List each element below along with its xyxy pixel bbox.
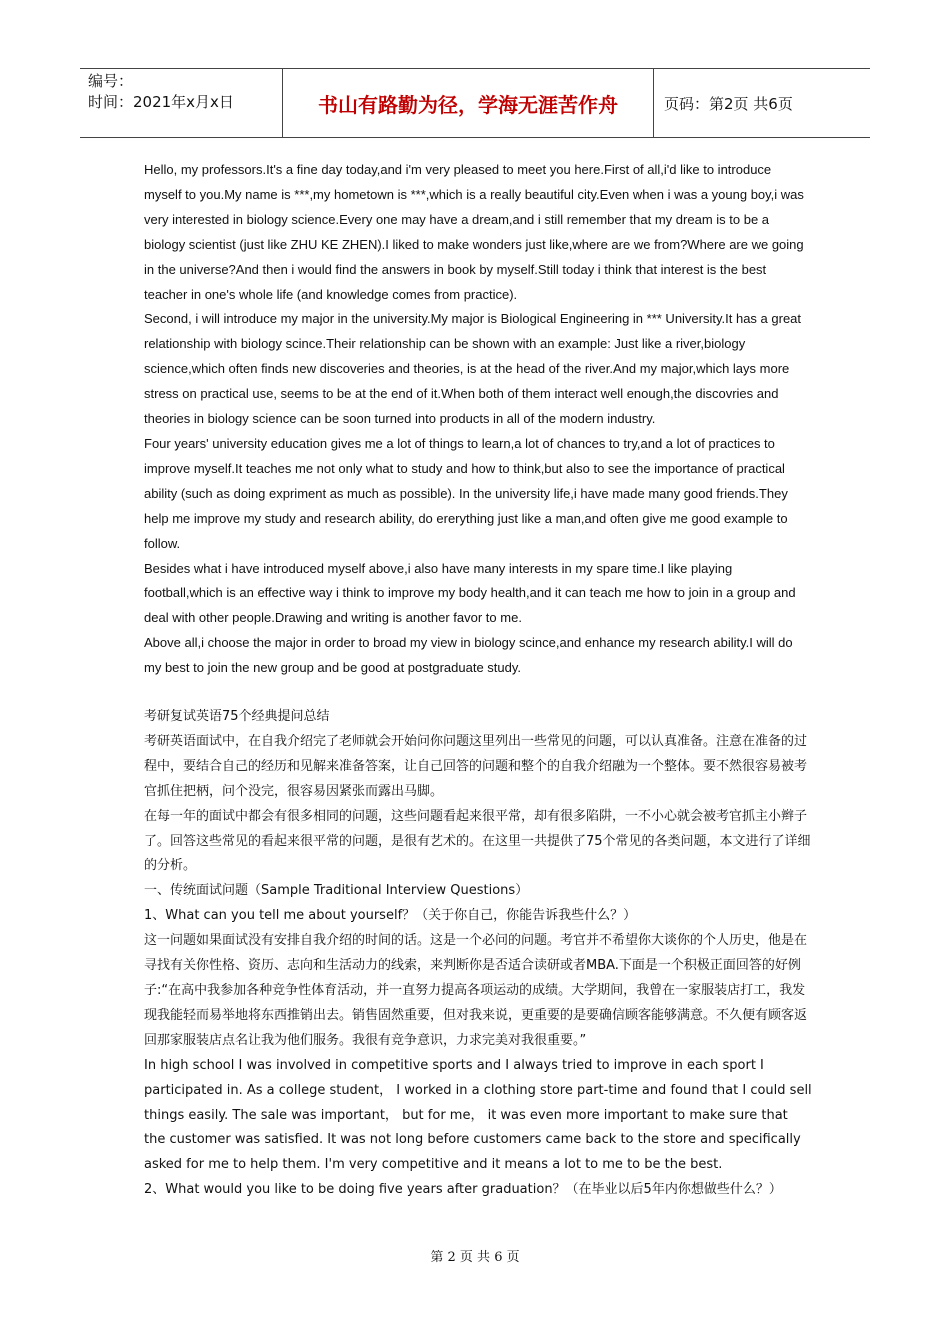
paragraph: 这一问题如果面试没有安排自我介绍的时间的话。这是一个必问的问题。考官并不希望你大谈你的个人历史，他是在寻找有关你性格、资历、志向和生活动力的线索，来判断你是否适合读研或者MBA.下面是一个积极正面回答的好例子:“在高中我参加各种竞争性体育活动，并一直努力提高各项运动的成绩。大学期间，我曾在一家服装店打工，我发现我能轻而易举地将东西推销出去。销售固然重要，但对我来说，更重要的是要确信顾客能够满意。不久便有顾客返回那家服装店点名让我为他们服务。我很有竞争意识，力求完美对我很重要。” xyxy=(144,933,808,1048)
header-page-label: 页码：第2页 共6页 xyxy=(664,94,793,113)
self-introduction xyxy=(144,158,812,681)
subsection-heading: 一、传统面试问题（Sample Traditional Interview Questions） xyxy=(144,883,529,899)
paragraph: Second, i will introduce my major in the university.My major is Biological Engineering in *** University.It has a great relationship with biology scince.Their relationship can be shown with an example: Just like a river,biology science,which often finds new discoveries and theories, is at the head of the river.And my major,which lays more stress on practical use, seems to be at the end of it.When both of them interact well enough,the discovries and theories in biology science can be soon turned into products in all of the modern industry. xyxy=(144,311,802,427)
header-motto: 书山有路勤为径，学海无涯苦作舟 xyxy=(282,69,654,137)
number-label: 编号： xyxy=(88,72,134,90)
question: 2、What would you like to be doing five years after graduation？（在毕业以后5年内你想做些什么？） xyxy=(144,1182,782,1198)
section-title: 考研复试英语75个经典提问总结 xyxy=(144,709,330,725)
page-footer: 第 2 页 共 6 页 xyxy=(430,1250,520,1265)
paragraph: In high school I was involved in competitive sports and I always tried to improve in each sport I participated in. As a college student， I worked in a clothing store part-time and found that I could sell things easily. The sale was important， but for me， it was even more important to make sure that the customer was satisfied. It was not long before customers came back to the store and specifically asked for me to help them. I'm very competitive and it means a lot to me to be the best. xyxy=(144,1057,812,1173)
spacer xyxy=(144,681,812,705)
interview-questions-section xyxy=(144,705,812,1203)
header-meta xyxy=(80,69,282,137)
paragraph: Besides what i have introduced myself above,i also have many interests in my spare time.I like playing football,which is an effective way i think to improve my body health,and it can teach me how to join in a group and deal with other people.Drawing and writing is another favor to me. xyxy=(144,560,796,626)
paragraph: Four years' university education gives me a lot of things to learn,a lot of chances to try,and a lot of practices to improve myself.It teaches me not only what to study and how to think,but also to see the importance of practical ability (such as doing expriment as much as possible). In the university life,i have made many good friends.They help me improve my study and research ability, do ererything just like a man,and often give me good example to follow. xyxy=(144,435,788,551)
time-label: 时间：2021年x月x日 xyxy=(88,93,234,111)
paragraph: 在每一年的面试中都会有很多相同的问题，这些问题看起来很平常，却有很多陷阱，一不小心就会被考官抓主小辫子了。回答这些常见的看起来很平常的问题，是很有艺术的。在这里一共提供了75个常见的各类问题，本文进行了详细的分析。 xyxy=(144,808,811,874)
paragraph: Above all,i choose the major in order to broad my view in biology scince,and enhance my research ability.I will do my best to join the new group and be good at postgraduate study. xyxy=(144,635,793,676)
paragraph: Hello, my professors.It's a fine day today,and i'm very pleased to meet you here.First of all,i'd like to introduce myself to you.My name is ***,my hometown is ***,which is a really beautiful city.Even when i was a young boy,i was very interested in biology science.Every one may have a dream,and i still remember that my dream is to be a biology scientist (just like ZHU KE ZHEN).I liked to make wonders just like,where are we from?Where are we going in the universe?And then i would find the answers in book by myself.Still today i think that interest is the best teacher in one's whole life (and knowledge comes from practice). xyxy=(144,162,804,302)
paragraph: 考研英语面试中，在自我介绍完了老师就会开始问你问题这里列出一些常见的问题，可以认真准备。注意在准备的过程中，要结合自己的经历和见解来准备答案，让自己回答的问题和整个的自我介绍融为一个整体。要不然很容易被考官抓住把柄，问个没完，很容易因紧张而露出马脚。 xyxy=(144,733,808,799)
document-body xyxy=(144,158,812,1203)
page-header xyxy=(80,68,870,138)
question: 1、What can you tell me about yourself？（关于你自己，你能告诉我些什么？） xyxy=(144,908,637,924)
